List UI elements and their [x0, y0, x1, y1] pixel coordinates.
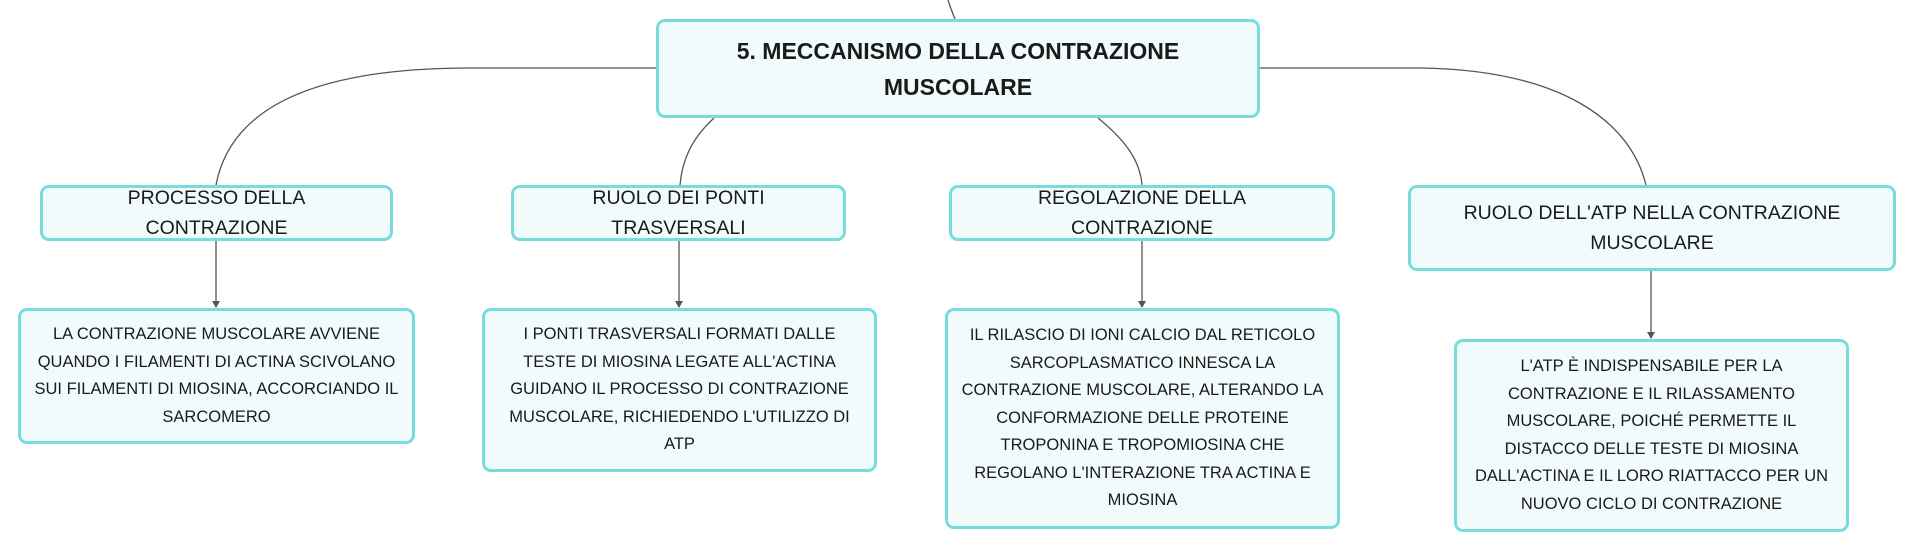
topic-node-processo-contrazione[interactable] — [40, 185, 393, 241]
topic-label: REGOLAZIONE DELLA CONTRAZIONE — [1037, 187, 1247, 239]
topic-node-ponti-trasversali[interactable] — [511, 185, 846, 241]
connector-root-to-topic-3 — [1098, 118, 1142, 185]
connector-root-to-topic-4 — [1260, 68, 1646, 185]
central-topic-title: 5. MECCANISMO DELLA CONTRAZIONE MUSCOLARE — [736, 37, 1180, 100]
topic-label: PROCESSO DELLA CONTRAZIONE — [127, 187, 306, 239]
central-topic-node[interactable] — [656, 19, 1260, 118]
connector-parent-to-root — [948, 0, 955, 19]
detail-text: IL RILASCIO DI IONI CALCIO DAL RETICOLO SARCOPLASMATICO INNESCA LA CONTRAZIONE MUSCOLARE, ALTERANDO LA CONFORMAZIONE DELLE PROTEINE TROPONINA E TROPOMIOSINA CHE REGOLANO L'INTERAZIONE TRA ACTINA E MIOSINA — [961, 326, 1324, 510]
detail-text: LA CONTRAZIONE MUSCOLARE AVVIENE QUANDO I FILAMENTI DI ACTINA SCIVOLANO SUI FILAMENTI DI MIOSINA, ACCORCIANDO IL SARCOMERO — [34, 325, 399, 426]
topic-label: RUOLO DEI PONTI TRASVERSALI — [592, 187, 765, 239]
connector-root-to-topic-1 — [216, 68, 656, 185]
topic-label: RUOLO DELL'ATP NELLA CONTRAZIONE MUSCOLARE — [1463, 202, 1841, 254]
detail-node-ponti-trasversali[interactable] — [482, 308, 877, 472]
detail-text: I PONTI TRASVERSALI FORMATI DALLE TESTE DI MIOSINA LEGATE ALL'ACTINA GUIDANO IL PROCESSO DI CONTRAZIONE MUSCOLARE, RICHIEDENDO L'UTILIZZO DI ATP — [509, 325, 850, 454]
detail-text: L'ATP È INDISPENSABILE PER LA CONTRAZIONE E IL RILASSAMENTO MUSCOLARE, POICHÉ PERMETTE IL DISTACCO DELLE TESTE DI MIOSINA DALL'ACTINA E IL LORO RIATTACCO PER UN NUOVO CICLO DI CONTRAZIONE — [1474, 357, 1829, 513]
connector-root-to-topic-2 — [680, 118, 714, 185]
detail-node-ruolo-atp[interactable] — [1454, 339, 1849, 532]
topic-node-regolazione-contrazione[interactable] — [949, 185, 1335, 241]
detail-node-processo-contrazione[interactable] — [18, 308, 415, 444]
detail-node-regolazione-contrazione[interactable] — [945, 308, 1340, 529]
topic-node-ruolo-atp[interactable] — [1408, 185, 1896, 271]
